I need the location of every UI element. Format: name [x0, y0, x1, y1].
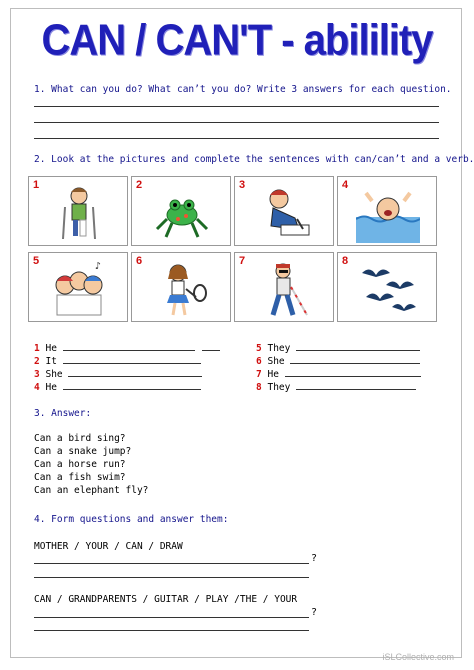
- girl-tennis-icon: [150, 259, 214, 319]
- sentence-4: [34, 381, 201, 393]
- picture-cell-7: [234, 252, 334, 322]
- sentence-3: [34, 368, 202, 380]
- section4-instruction: 4. Form questions and answer them:: [34, 514, 229, 525]
- sentence-subject: He: [45, 382, 57, 393]
- picture-number: 3: [239, 179, 246, 191]
- picture-number: 5: [33, 255, 40, 267]
- question-1: Can a bird sing?: [34, 433, 126, 444]
- sentence-number: 4: [34, 382, 40, 393]
- prompt-1: MOTHER / YOUR / CAN / DRAW: [34, 541, 183, 552]
- picture-grid: [28, 176, 438, 324]
- sentence-subject: They: [267, 343, 291, 354]
- answer-blank[interactable]: [296, 381, 416, 390]
- question-2: Can a snake jump?: [34, 446, 132, 457]
- answer-blank[interactable]: [63, 381, 201, 390]
- picture-number: 7: [239, 255, 246, 267]
- sentence-8: [256, 381, 416, 393]
- question-4: Can a fish swim?: [34, 472, 126, 483]
- answer-line[interactable]: [34, 577, 309, 578]
- answer-blank[interactable]: [285, 368, 421, 377]
- sentence-number: 6: [256, 356, 262, 367]
- picture-number: 4: [342, 179, 349, 191]
- sentence-2: [34, 355, 201, 367]
- sentence-5: [256, 342, 420, 354]
- picture-cell-5: [28, 252, 128, 322]
- section2-instruction: 2. Look at the pictures and complete the sentences with can/can’t and a verb.: [34, 154, 474, 165]
- boy-writing-icon: [253, 183, 317, 243]
- picture-cell-8: [337, 252, 437, 322]
- blind-man-icon: [253, 259, 317, 319]
- question-mark: ?: [311, 607, 318, 618]
- question-5: Can an elephant fly?: [34, 485, 149, 496]
- answer-blank[interactable]: [63, 342, 195, 351]
- sentence-7: [256, 368, 421, 380]
- answer-line[interactable]: [34, 630, 309, 631]
- picture-cell-2: [131, 176, 231, 246]
- sentence-subject: She: [45, 369, 63, 380]
- picture-number: 8: [342, 255, 349, 267]
- sentence-subject: It: [45, 356, 57, 367]
- question-3: Can a horse run?: [34, 459, 126, 470]
- sentence-number: 5: [256, 343, 262, 354]
- answer-line[interactable]: [34, 122, 439, 123]
- birds-icon: [356, 259, 420, 319]
- picture-number: 1: [33, 179, 40, 191]
- boy-on-crutches-icon: [47, 183, 111, 243]
- svg-text:♪: ♪: [95, 261, 102, 272]
- sentence-subject: They: [267, 382, 291, 393]
- picture-cell-3: [234, 176, 334, 246]
- picture-number: 6: [136, 255, 143, 267]
- picture-cell-1: [28, 176, 128, 246]
- drowning-man-icon: [356, 183, 420, 243]
- section1-instruction: 1. What can you do? What can’t you do? Write 3 answers for each question.: [34, 84, 452, 95]
- answer-blank[interactable]: [290, 355, 420, 364]
- answer-line[interactable]: [34, 563, 309, 564]
- sentence-number: 7: [256, 369, 262, 380]
- sentence-6: [256, 355, 420, 367]
- section3-instruction: 3. Answer:: [34, 408, 92, 419]
- watermark: iSLCollective.com: [382, 652, 454, 662]
- answer-blank[interactable]: [68, 368, 202, 377]
- answer-blank[interactable]: [63, 355, 201, 364]
- worksheet-title: CAN / CAN'T - abilility: [41, 15, 433, 65]
- singing-kids-icon: [47, 259, 111, 319]
- picture-number: 2: [136, 179, 143, 191]
- sentence-number: 2: [34, 356, 40, 367]
- frog-icon: [150, 183, 214, 243]
- answer-blank[interactable]: [202, 342, 220, 351]
- answer-line[interactable]: [34, 617, 309, 618]
- sentence-subject: He: [267, 369, 279, 380]
- sentence-subject: He: [45, 343, 57, 354]
- sentence-number: 8: [256, 382, 262, 393]
- sentence-number: 3: [34, 369, 40, 380]
- sentence-number: 1: [34, 343, 40, 354]
- answer-blank[interactable]: [296, 342, 420, 351]
- prompt-2: CAN / GRANDPARENTS / GUITAR / PLAY /THE / YOUR: [34, 594, 298, 605]
- answer-line[interactable]: [34, 138, 439, 139]
- sentence-subject: She: [267, 356, 285, 367]
- picture-cell-6: [131, 252, 231, 322]
- picture-cell-4: [337, 176, 437, 246]
- sentence-1: [34, 342, 220, 354]
- question-mark: ?: [311, 553, 318, 564]
- answer-line[interactable]: [34, 106, 439, 107]
